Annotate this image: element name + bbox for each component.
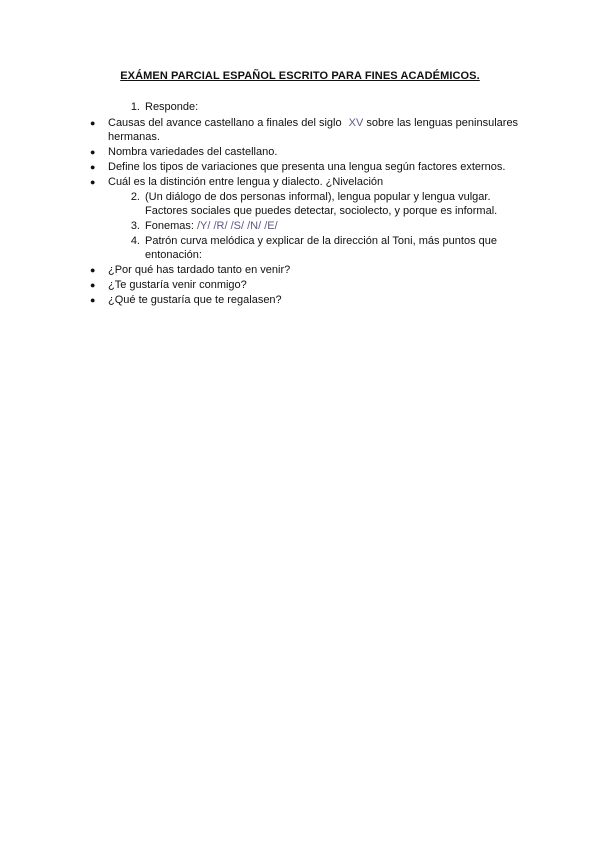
- bullet-icon: ●: [90, 118, 96, 128]
- item-text-wrap: entonación:: [145, 249, 202, 261]
- phonemes-label: Fonemas:: [145, 220, 194, 232]
- bullet-text: ¿Por qué has tardado tanto en venir?: [108, 264, 291, 276]
- bullet-icon: ●: [90, 265, 96, 275]
- item-text: (Un diálogo de dos personas informal), lengua popular y lengua vulgar.: [145, 191, 491, 203]
- document-title: EXÁMEN PARCIAL ESPAÑOL ESCRITO PARA FINES ACADÉMICOS.: [120, 70, 480, 82]
- century-text: XV: [348, 117, 364, 129]
- item-number: 2.: [130, 191, 140, 203]
- item-number: 3.: [130, 220, 140, 232]
- bullet-text-wrap: hermanas.: [108, 131, 160, 143]
- bullet-text: Nombra variedades del castellano.: [108, 146, 278, 158]
- bullet-icon: ●: [90, 162, 96, 172]
- bullet-icon: ●: [90, 147, 96, 157]
- bullet-icon: ●: [90, 280, 96, 290]
- bullet-text: ¿Qué te gustaría que te regalasen?: [108, 294, 282, 306]
- bullet-text-continued: sobre las lenguas peninsulares: [366, 117, 519, 129]
- bullet-text: Cuál es la distinción entre lengua y dialecto. ¿Nivelación: [108, 176, 384, 188]
- bullet-text: ¿Te gustaría venir conmigo?: [108, 279, 247, 291]
- bullet-text: Causas del avance castellano a finales del siglo: [108, 117, 342, 129]
- bullet-text: Define los tipos de variaciones que presenta una lengua según factores externos.: [108, 161, 506, 173]
- phonemes-list: /Y/ /R/ /S/ /N/ /E/: [196, 220, 278, 232]
- bullet-icon: ●: [90, 177, 96, 187]
- bullet-icon: ●: [90, 295, 96, 305]
- item-text: Responde:: [145, 101, 199, 113]
- item-number: 4.: [130, 235, 140, 247]
- item-text-wrap: Factores sociales que puedes detectar, sociolecto, y porque es informal.: [145, 205, 498, 217]
- item-number: 1.: [130, 101, 140, 113]
- item-text: Patrón curva melódica y explicar de la dirección al Toni, más puntos que: [145, 235, 497, 247]
